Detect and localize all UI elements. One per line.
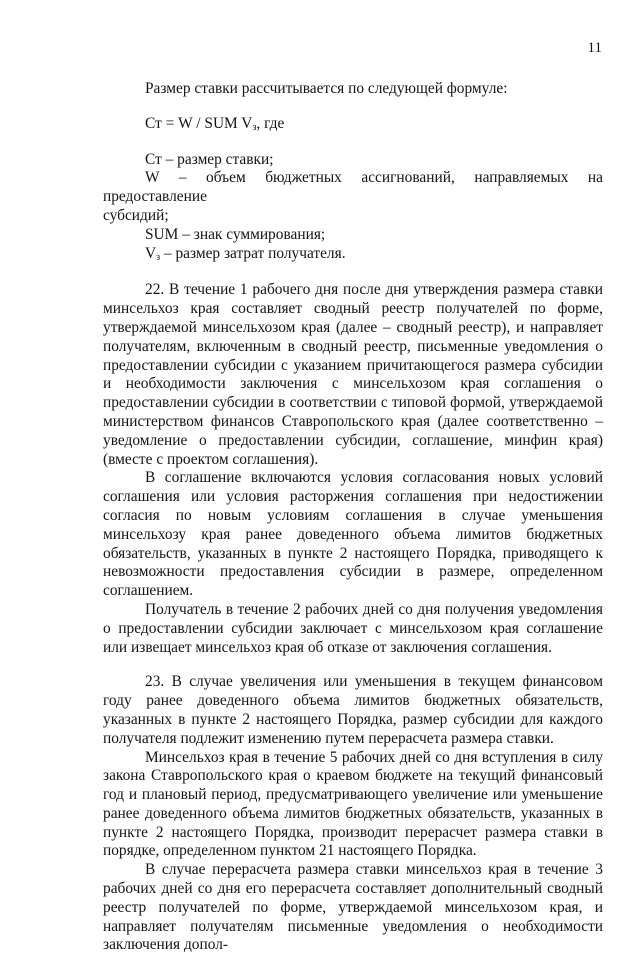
paragraph-22-recipient: Получатель в течение 2 рабочих дней со дня получения уведомления о предоставлении субсидии заключает с минсельхозом края соглашение или извещает минсельхоз края об отказе от заключения соглашения. [103,600,603,656]
rate-formula [103,115,603,134]
definition-v [103,245,603,264]
formula-subscript: з [252,121,257,133]
definition-w: W – объем бюджетных ассигнований, направляемых на предоставление [103,169,603,206]
paragraph-23-additional-registry: В случае перерасчета размера ставки минсельхоз края в течение 3 рабочих дней со дня его перерасчета составляет дополнительный сводный реестр получателей по форме, утверждаемой минсельхозом края, и направляет получателям письменные уведомления о необходимости заключения допол- [103,861,603,954]
formula-lhs: Ст = W / SUM V [145,114,253,132]
document-body [103,80,603,955]
definition-v-text: – размер затрат получателя. [160,244,346,262]
definition-ct: Ст – размер ставки; [145,150,274,168]
definition-w-continued: субсидий; [103,206,169,224]
paragraph-22: 22. В течение 1 рабочего дня после дня утверждения размера ставки минсельхоз края составляет сводный реестр получателей по форме, утверждаемой минсельхозом края (далее – сводный реестр), и направляет получателям, включенным в сводный реестр, письменные уведомления о предоставлении субсидии с указанием причитающегося размера субсидии и необходимости заключения с минсельхозом края соглашения о предоставлении субсидии в соответствии с типовой формой, утверждаемой министерством финансов Ставропольского края (далее соответственно – уведомление о предоставлении субсидии, соглашение, минфин края) (вместе с проектом соглашения). [103,281,603,468]
definition-v-subscript: з [156,251,161,263]
paragraph-23: 23. В случае увеличения или уменьшения в текущем финансовом году ранее доведенного объема лимитов бюджетных обязательств, указанных в пункте 2 настоящего Порядка, размер субсидии для каждого получателя подлежит изменению путем перерасчета размера ставки. [103,673,603,747]
formula-intro: Размер ставки рассчитывается по следующей формуле: [145,80,508,97]
page-number: 11 [587,40,602,56]
paragraph-23-recalculation: Минсельхоз края в течение 5 рабочих дней со дня вступления в силу закона Ставропольского края о краевом бюджете на текущий финансовый год и плановый период, предусматривающего увеличение или уменьшение ранее доведенного объема лимитов бюджетных обязательств, указанных в пункте 2 настоящего Порядка, производит перерасчет размера ставки в порядке, определенном пунктом 21 настоящего Порядка. [103,748,603,860]
formula-rhs: , где [256,114,285,132]
formula-definitions [103,151,603,264]
definition-sum: SUM – знак суммирования; [145,225,326,243]
definition-v-symbol: V [145,244,157,262]
paragraph-22-agreement-terms: В соглашение включаются условия согласования новых условий соглашения или условия расторжения соглашения при недостижении согласия по новым условиям соглашения в случае уменьшения минсельхозу края ранее доведенного объема лимитов бюджетных обязательств, указанных в пункте 2 настоящего Порядка, приводящего к невозможности предоставления субсидии в размере, определенном соглашением. [103,469,603,600]
